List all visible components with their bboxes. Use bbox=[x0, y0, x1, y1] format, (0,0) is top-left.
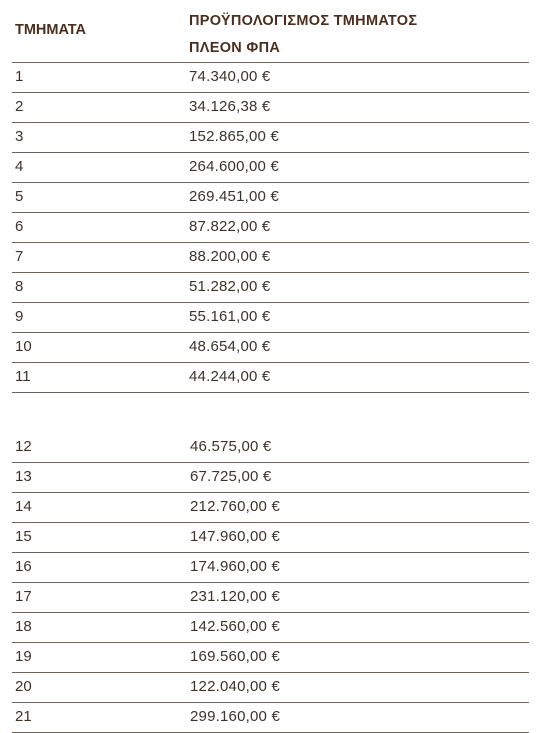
section-budget: 174.960,00 € bbox=[190, 558, 280, 575]
section-number: 8 bbox=[15, 278, 24, 295]
table-row bbox=[12, 703, 529, 733]
section-number: 2 bbox=[15, 98, 24, 115]
table-row bbox=[12, 583, 529, 613]
section-budget: 51.282,00 € bbox=[189, 278, 271, 295]
header-budget-line2: ΠΛΕΟΝ ΦΠΑ bbox=[189, 40, 281, 56]
table-row bbox=[12, 433, 529, 463]
table-group-2 bbox=[12, 433, 529, 733]
section-number: 6 bbox=[15, 218, 24, 235]
header-budget-line1: ΠΡΟΫΠΟΛΟΓΙΣΜΟΣ ΤΜΗΜΑΤΟΣ bbox=[189, 13, 418, 29]
section-budget: 212.760,00 € bbox=[190, 498, 280, 515]
section-number: 15 bbox=[15, 528, 32, 545]
table-row bbox=[12, 123, 529, 153]
section-number: 3 bbox=[15, 128, 24, 145]
section-number: 14 bbox=[15, 498, 32, 515]
table-row bbox=[12, 93, 529, 123]
section-budget: 152.865,00 € bbox=[189, 128, 279, 145]
table-row bbox=[12, 63, 529, 93]
section-number: 10 bbox=[15, 338, 32, 355]
section-budget: 147.960,00 € bbox=[190, 528, 280, 545]
section-budget: 55.161,00 € bbox=[189, 308, 271, 325]
section-number: 19 bbox=[15, 648, 32, 665]
table-row bbox=[12, 213, 529, 243]
section-budget: 231.120,00 € bbox=[190, 588, 280, 605]
section-number: 11 bbox=[15, 368, 31, 385]
section-budget: 74.340,00 € bbox=[189, 68, 271, 85]
header-sections: ΤΜΗΜΑΤΑ bbox=[15, 22, 87, 38]
section-budget: 88.200,00 € bbox=[189, 248, 271, 265]
table-row bbox=[12, 243, 529, 273]
table-row bbox=[12, 523, 529, 553]
section-budget: 46.575,00 € bbox=[190, 438, 272, 455]
section-budget: 299.160,00 € bbox=[190, 708, 280, 725]
section-budget: 122.040,00 € bbox=[190, 678, 280, 695]
section-budget: 67.725,00 € bbox=[190, 468, 272, 485]
table-row bbox=[12, 333, 529, 363]
table-row bbox=[12, 553, 529, 583]
table-row bbox=[12, 463, 529, 493]
section-number: 1 bbox=[15, 68, 24, 85]
table-row bbox=[12, 303, 529, 333]
section-number: 18 bbox=[15, 618, 32, 635]
group-spacer bbox=[12, 393, 529, 433]
table-row bbox=[12, 673, 529, 703]
budget-table bbox=[12, 0, 529, 733]
section-budget: 269.451,00 € bbox=[189, 188, 279, 205]
table-row bbox=[12, 153, 529, 183]
section-budget: 48.654,00 € bbox=[189, 338, 271, 355]
table-row bbox=[12, 613, 529, 643]
section-budget: 87.822,00 € bbox=[189, 218, 271, 235]
table-header bbox=[12, 0, 529, 63]
section-number: 7 bbox=[15, 248, 24, 265]
section-number: 13 bbox=[15, 468, 32, 485]
section-budget: 142.560,00 € bbox=[190, 618, 280, 635]
section-number: 16 bbox=[15, 558, 32, 575]
section-number: 5 bbox=[15, 188, 24, 205]
section-number: 20 bbox=[15, 678, 32, 695]
table-row bbox=[12, 273, 529, 303]
section-number: 21 bbox=[15, 708, 32, 725]
header-budget bbox=[189, 8, 417, 62]
section-number: 9 bbox=[15, 308, 24, 325]
table-row bbox=[12, 363, 529, 393]
table-row bbox=[12, 493, 529, 523]
section-budget: 264.600,00 € bbox=[189, 158, 279, 175]
section-budget: 44.244,00 € bbox=[189, 368, 271, 385]
section-number: 12 bbox=[15, 438, 32, 455]
table-row bbox=[12, 183, 529, 213]
table-row bbox=[12, 643, 529, 673]
table-group-1 bbox=[12, 63, 529, 393]
section-number: 4 bbox=[15, 158, 24, 175]
section-budget: 34.126,38 € bbox=[189, 98, 271, 115]
section-number: 17 bbox=[15, 588, 32, 605]
section-budget: 169.560,00 € bbox=[190, 648, 280, 665]
